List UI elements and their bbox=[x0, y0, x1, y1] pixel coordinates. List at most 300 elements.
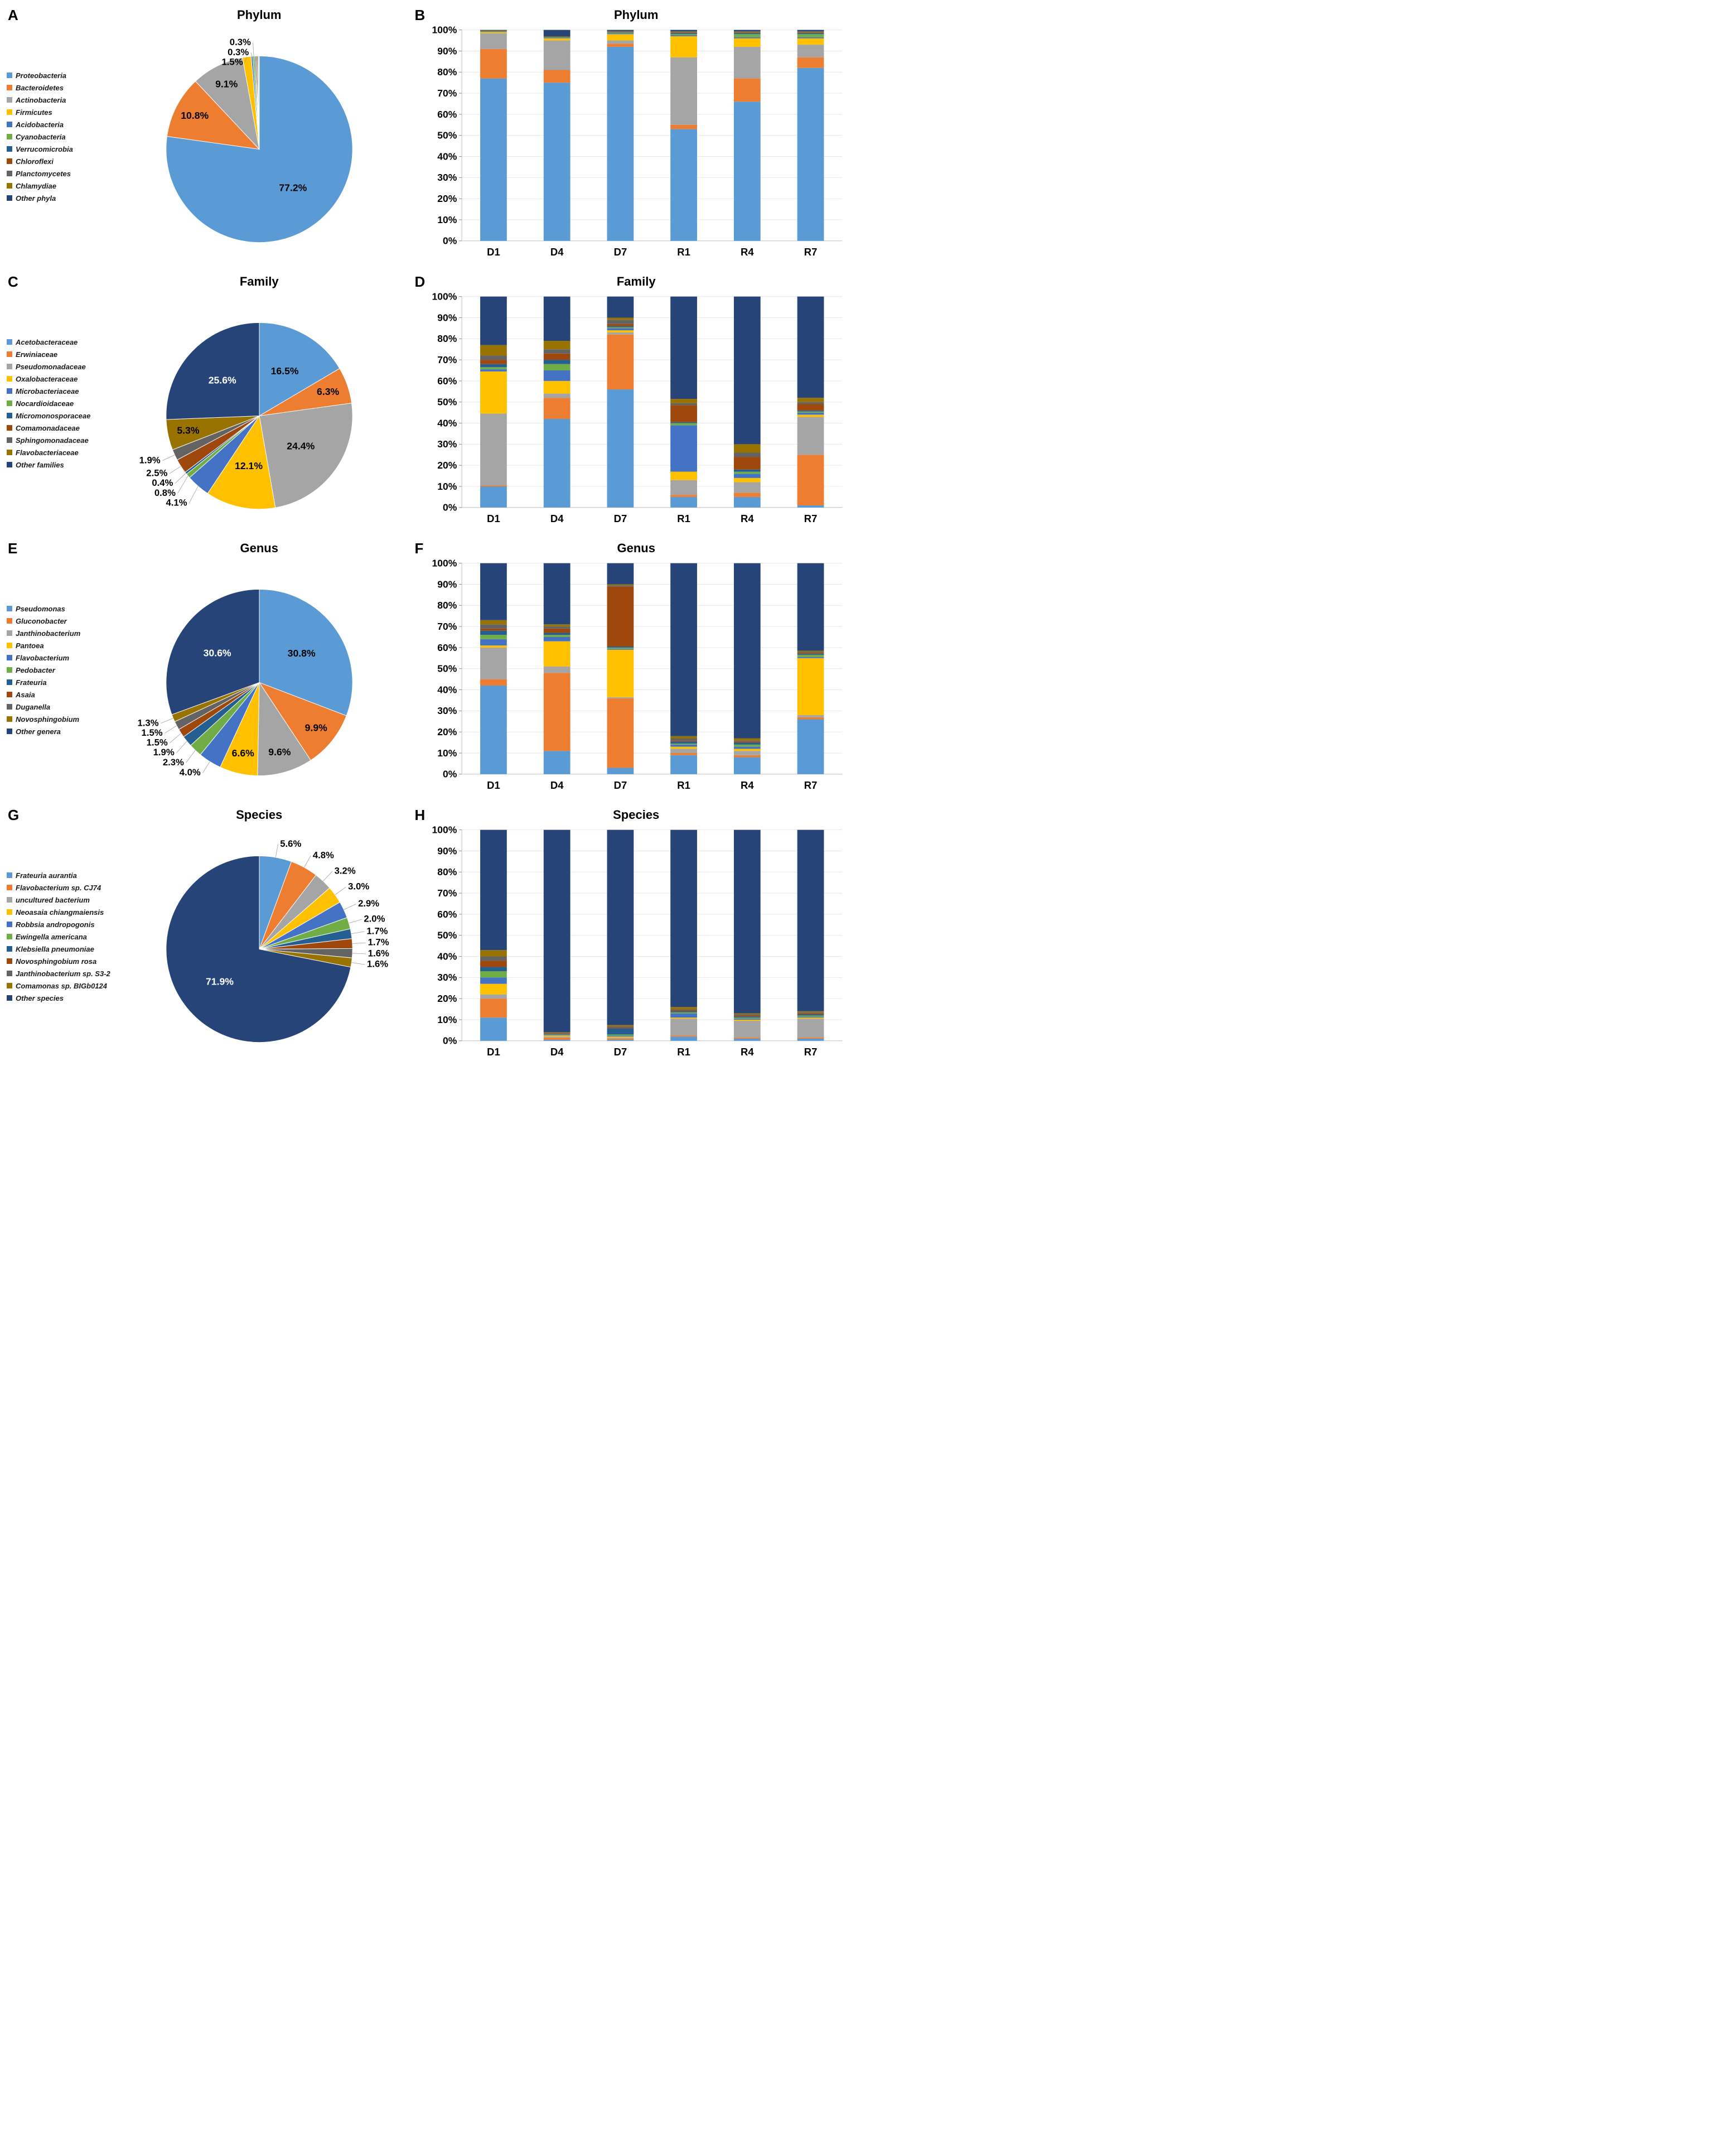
y-tick-label: 30% bbox=[437, 172, 457, 184]
legend-item bbox=[7, 994, 112, 1002]
pie-chart-genus bbox=[114, 556, 404, 799]
bar-segment bbox=[480, 950, 507, 956]
bar-segment bbox=[480, 967, 507, 971]
legend-label: Other species bbox=[16, 993, 64, 1002]
bar-segment bbox=[734, 751, 761, 755]
bar-segment bbox=[734, 47, 761, 79]
legend-swatch bbox=[7, 946, 12, 952]
legend-item bbox=[7, 945, 112, 953]
legend-swatch bbox=[7, 195, 12, 201]
pie-slice bbox=[259, 403, 352, 508]
pie-svg-phylum bbox=[114, 22, 404, 266]
legend-label: Acetobacteraceae bbox=[16, 337, 78, 346]
bar-segment bbox=[670, 403, 697, 406]
legend-swatch bbox=[7, 922, 12, 927]
legend-swatch bbox=[7, 134, 12, 139]
y-tick-label: 100% bbox=[432, 824, 457, 836]
legend-item bbox=[7, 133, 112, 141]
pie-label: 0.3% bbox=[227, 46, 249, 57]
bar-segment bbox=[607, 1026, 634, 1027]
bar-segment bbox=[480, 830, 507, 951]
legend-item bbox=[7, 933, 112, 941]
bar-segment bbox=[670, 755, 697, 774]
bar-segment bbox=[734, 457, 761, 470]
pie-title-phylum: Phylum bbox=[236, 8, 282, 22]
legend-swatch bbox=[7, 983, 12, 988]
x-category-label: R4 bbox=[740, 246, 754, 258]
pie-label: 6.6% bbox=[231, 747, 254, 759]
pie-title-genus: Genus bbox=[240, 541, 278, 555]
legend-swatch bbox=[7, 872, 12, 878]
panel-g bbox=[0, 803, 407, 1070]
bar-segment bbox=[607, 326, 634, 327]
pie-chart-phylum bbox=[114, 22, 404, 266]
bar-segment bbox=[670, 405, 697, 422]
bar-segment bbox=[734, 297, 761, 445]
bar-segment bbox=[734, 38, 761, 47]
bar-segment bbox=[607, 31, 634, 32]
pie-label: 10.8% bbox=[180, 110, 209, 122]
x-category-label: D4 bbox=[550, 779, 564, 792]
bar-segment bbox=[480, 624, 507, 629]
legend-item bbox=[7, 715, 112, 724]
legend-label: Nocardioidaceae bbox=[16, 399, 74, 408]
legend-swatch bbox=[7, 339, 12, 345]
legend-item bbox=[7, 350, 112, 359]
bar-segment bbox=[607, 1028, 634, 1034]
bar-segment bbox=[480, 367, 507, 369]
pie-label: 2.0% bbox=[364, 913, 385, 924]
bar-segment bbox=[734, 474, 761, 478]
bar-segment bbox=[544, 41, 570, 70]
bar-segment bbox=[734, 1019, 761, 1020]
bar-segment bbox=[607, 30, 634, 31]
x-category-label: R1 bbox=[676, 513, 690, 525]
bar-segment bbox=[670, 1011, 697, 1012]
pie-label-leader bbox=[189, 486, 198, 503]
y-tick-label: 60% bbox=[437, 908, 457, 920]
legend-label: Erwiniaceae bbox=[16, 350, 58, 359]
y-tick-label: 100% bbox=[432, 24, 457, 36]
bar-segment bbox=[544, 633, 570, 635]
legend-item bbox=[7, 120, 112, 129]
bar-segment bbox=[544, 83, 570, 241]
bar-segment bbox=[480, 364, 507, 368]
legend-item bbox=[7, 970, 112, 978]
y-tick-label: 30% bbox=[437, 705, 457, 717]
bar-title-family: Family bbox=[616, 274, 656, 288]
bar-segment bbox=[607, 1027, 634, 1028]
legend-item bbox=[7, 617, 112, 625]
bar-segment bbox=[670, 1014, 697, 1018]
legend-swatch bbox=[7, 351, 12, 357]
legend-swatch bbox=[7, 364, 12, 369]
y-tick-label: 30% bbox=[437, 972, 457, 983]
legend-item bbox=[7, 145, 112, 153]
legend-item bbox=[7, 629, 112, 638]
bar-segment bbox=[607, 1038, 634, 1039]
legend-label: Actinobacteria bbox=[16, 95, 66, 104]
bar-segment bbox=[480, 971, 507, 977]
bar-segment bbox=[670, 31, 697, 32]
bar-segment bbox=[797, 34, 824, 37]
bar-segment bbox=[670, 399, 697, 403]
bar-segment bbox=[544, 667, 570, 673]
bar-segment bbox=[480, 30, 507, 31]
figure-row-species bbox=[0, 803, 866, 1070]
bar-segment bbox=[797, 563, 824, 651]
legend-swatch bbox=[7, 437, 12, 443]
bar-segment bbox=[670, 753, 697, 755]
bar-svg-genus bbox=[422, 556, 851, 796]
bar-segment bbox=[797, 1016, 824, 1017]
legend-item bbox=[7, 654, 112, 662]
x-category-label: R1 bbox=[676, 779, 690, 792]
y-tick-label: 20% bbox=[437, 193, 457, 205]
legend-swatch bbox=[7, 679, 12, 685]
pie-label: 3.0% bbox=[347, 881, 369, 892]
legend-swatch bbox=[7, 692, 12, 697]
bar-segment bbox=[734, 32, 761, 33]
y-tick-label: 30% bbox=[437, 438, 457, 450]
legend-swatch bbox=[7, 934, 12, 939]
legend-item bbox=[7, 157, 112, 166]
bar-segment bbox=[480, 648, 507, 679]
legend-item bbox=[7, 896, 112, 904]
legend-swatch bbox=[7, 376, 12, 382]
pie-label: 1.5% bbox=[146, 737, 168, 748]
bar-segment bbox=[480, 686, 507, 774]
legend-item bbox=[7, 387, 112, 395]
y-tick-label: 100% bbox=[432, 557, 457, 569]
legend-swatch bbox=[7, 897, 12, 903]
pie-chartbox-phylum bbox=[112, 3, 407, 270]
bar-segment bbox=[544, 341, 570, 349]
pie-label: 12.1% bbox=[234, 460, 263, 472]
bar-segment bbox=[670, 36, 697, 57]
bar-segment bbox=[734, 742, 761, 745]
pie-label-leader bbox=[349, 919, 361, 923]
legend-item bbox=[7, 194, 112, 202]
pie-label: 1.6% bbox=[366, 958, 388, 970]
bar-segment bbox=[734, 470, 761, 472]
legend-swatch bbox=[7, 885, 12, 890]
pie-label: 9.6% bbox=[268, 746, 291, 758]
pie-label: 71.9% bbox=[205, 976, 234, 987]
bar-segment bbox=[797, 37, 824, 38]
bar-segment bbox=[797, 651, 824, 652]
bar-segment bbox=[480, 957, 507, 961]
bar-segment bbox=[734, 755, 761, 758]
bar-segment bbox=[480, 345, 507, 356]
legend-swatch bbox=[7, 729, 12, 734]
panel-letter-f: F bbox=[414, 540, 424, 557]
bar-segment bbox=[797, 505, 824, 508]
legend-item bbox=[7, 182, 112, 190]
pie-label-leader bbox=[323, 871, 332, 881]
legend-swatch bbox=[7, 388, 12, 394]
pie-svg-genus bbox=[114, 556, 404, 799]
bar-segment bbox=[607, 1025, 634, 1026]
bar-segment bbox=[544, 1036, 570, 1038]
legend-item bbox=[7, 71, 112, 80]
legend-label: Pantoea bbox=[16, 641, 44, 650]
figure-row-genus bbox=[0, 537, 866, 803]
legend-item bbox=[7, 605, 112, 613]
y-tick-label: 80% bbox=[437, 600, 457, 611]
bar-segment bbox=[797, 30, 824, 32]
pie-label: 9.1% bbox=[215, 78, 238, 90]
bar-segment bbox=[607, 328, 634, 330]
pie-label: 1.7% bbox=[366, 925, 388, 937]
bar-segment bbox=[797, 1015, 824, 1016]
legend-swatch bbox=[7, 413, 12, 418]
bar-segment bbox=[607, 34, 634, 40]
bar-segment bbox=[544, 1035, 570, 1036]
legend-item bbox=[7, 399, 112, 408]
bar-segment bbox=[544, 1034, 570, 1035]
legend-item bbox=[7, 375, 112, 383]
legend-label: Firmicutes bbox=[16, 108, 52, 117]
bar-segment bbox=[480, 984, 507, 995]
bar-segment bbox=[480, 372, 507, 414]
bar-segment bbox=[734, 758, 761, 774]
bar-segment bbox=[544, 637, 570, 642]
bar-segment bbox=[607, 1034, 634, 1035]
y-tick-label: 0% bbox=[442, 235, 457, 247]
legend-label: Chlamydiae bbox=[16, 181, 56, 190]
bar-segment bbox=[734, 749, 761, 751]
bar-segment bbox=[480, 679, 507, 686]
bar-segment bbox=[607, 698, 634, 768]
legend-swatch bbox=[7, 401, 12, 406]
bar-segment bbox=[734, 37, 761, 38]
bar-segment bbox=[607, 32, 634, 33]
bar-segment bbox=[607, 47, 634, 241]
pie-label-leader bbox=[186, 750, 195, 763]
bar-segment bbox=[607, 768, 634, 774]
y-tick-label: 70% bbox=[437, 87, 457, 99]
bar-segment bbox=[797, 1039, 824, 1041]
bar-segment bbox=[797, 398, 824, 402]
legend-item bbox=[7, 363, 112, 371]
bar-segment bbox=[670, 745, 697, 747]
bar-segment bbox=[734, 79, 761, 102]
y-tick-label: 40% bbox=[437, 151, 457, 162]
legend-swatch bbox=[7, 183, 12, 189]
bar-segment bbox=[670, 32, 697, 33]
bar-segment bbox=[734, 30, 761, 32]
panel-a bbox=[0, 3, 407, 270]
bar-segment bbox=[670, 1019, 697, 1035]
legend-swatch bbox=[7, 85, 12, 90]
bar-segment bbox=[734, 34, 761, 37]
pie-label-leader bbox=[351, 932, 365, 934]
legend-label: Novosphingobium bbox=[16, 715, 80, 724]
bar-segment bbox=[544, 36, 570, 37]
bar-segment bbox=[670, 1036, 697, 1041]
bar-segment bbox=[480, 414, 507, 486]
x-category-label: R4 bbox=[740, 1046, 754, 1058]
pie-chart-species bbox=[114, 822, 404, 1065]
x-category-label: D7 bbox=[613, 1046, 627, 1058]
bar-segment bbox=[797, 455, 824, 505]
bar-segment bbox=[734, 1017, 761, 1019]
bar-segment bbox=[797, 404, 824, 411]
legend-label: Flavobacterium bbox=[16, 653, 70, 662]
legend-label: Microbacteriaceae bbox=[16, 387, 79, 395]
bar-segment bbox=[607, 332, 634, 335]
bar-segment bbox=[670, 1009, 697, 1010]
bar-segment bbox=[670, 472, 697, 480]
bar-segment bbox=[607, 317, 634, 320]
bar-segment bbox=[734, 482, 761, 493]
bar-segment bbox=[544, 297, 570, 341]
bar-segment bbox=[797, 45, 824, 57]
legend-swatch bbox=[7, 171, 12, 176]
bar-segment bbox=[607, 585, 634, 586]
legend-genus bbox=[7, 605, 112, 736]
bar-segment bbox=[734, 1016, 761, 1017]
legend-label: Chloroflexi bbox=[16, 157, 54, 166]
bar-segment bbox=[607, 41, 634, 44]
pie-title-family: Family bbox=[239, 274, 279, 288]
legend-item bbox=[7, 957, 112, 966]
bar-segment bbox=[544, 563, 570, 625]
bar-segment bbox=[670, 34, 697, 35]
bar-chart-family bbox=[407, 289, 866, 529]
x-category-label: R7 bbox=[804, 513, 818, 525]
bar-segment bbox=[797, 33, 824, 34]
bar-segment bbox=[670, 1010, 697, 1011]
bar-segment bbox=[544, 1038, 570, 1040]
y-tick-label: 80% bbox=[437, 866, 457, 878]
legend-item bbox=[7, 908, 112, 917]
bar-segment bbox=[544, 30, 570, 36]
legend-swatch bbox=[7, 606, 12, 611]
bar-segment bbox=[670, 480, 697, 495]
legend-label: Klebsiella pneumoniae bbox=[16, 944, 94, 953]
bar-segment bbox=[797, 830, 824, 1011]
pie-label-leader bbox=[275, 844, 278, 857]
bar-segment bbox=[670, 744, 697, 745]
pie-label: 6.3% bbox=[316, 386, 339, 398]
y-tick-label: 90% bbox=[437, 578, 457, 590]
x-category-label: R7 bbox=[804, 779, 818, 792]
legend-swatch bbox=[7, 158, 12, 164]
bar-segment bbox=[797, 411, 824, 412]
x-category-label: R7 bbox=[804, 1046, 818, 1058]
y-tick-label: 0% bbox=[442, 768, 457, 780]
bar-segment bbox=[734, 830, 761, 1014]
bar-segment bbox=[734, 1015, 761, 1016]
panel-letter-g: G bbox=[8, 807, 20, 823]
bar-segment bbox=[670, 495, 697, 497]
legend-swatch bbox=[7, 958, 12, 964]
bar-chart-species bbox=[407, 822, 866, 1063]
bar-segment bbox=[544, 1034, 570, 1035]
bar-segment bbox=[480, 645, 507, 648]
legend-item bbox=[7, 884, 112, 892]
legend-item bbox=[7, 703, 112, 711]
bar-segment bbox=[670, 129, 697, 240]
bar-segment bbox=[734, 747, 761, 749]
bar-segment bbox=[544, 642, 570, 667]
bar-segment bbox=[670, 749, 697, 753]
legend-label: Ewingella americana bbox=[16, 932, 87, 941]
y-tick-label: 10% bbox=[437, 747, 457, 759]
bar-segment bbox=[670, 57, 697, 125]
y-tick-label: 40% bbox=[437, 417, 457, 429]
legend-item bbox=[7, 691, 112, 699]
legend-label: Pedobacter bbox=[16, 665, 55, 674]
legend-swatch bbox=[7, 995, 12, 1001]
y-tick-label: 90% bbox=[437, 312, 457, 324]
y-tick-label: 90% bbox=[437, 845, 457, 857]
bar-segment bbox=[544, 381, 570, 394]
bar-segment bbox=[797, 658, 824, 715]
panel-h bbox=[407, 803, 866, 1070]
x-category-label: R1 bbox=[676, 246, 690, 258]
bar-segment bbox=[734, 741, 761, 742]
bar-segment bbox=[734, 452, 761, 457]
bar-segment bbox=[734, 33, 761, 34]
bar-segment bbox=[797, 417, 824, 455]
bar-segment bbox=[797, 1012, 824, 1014]
bar-segment bbox=[544, 419, 570, 508]
pie-chartbox-genus bbox=[112, 537, 407, 803]
legend-label: Comamonas sp. BIGb0124 bbox=[16, 981, 107, 990]
bar-segment bbox=[544, 629, 570, 633]
legend-label: Pseudomonas bbox=[16, 604, 65, 613]
legend-label: Pseudomonadaceae bbox=[16, 362, 86, 371]
legend-label: Neoasaia chiangmaiensis bbox=[16, 908, 104, 917]
panel-f bbox=[407, 537, 866, 803]
bar-segment bbox=[607, 320, 634, 324]
x-category-label: D1 bbox=[486, 1046, 500, 1058]
bar-segment bbox=[797, 657, 824, 658]
legend-label: Asaia bbox=[16, 690, 35, 699]
bar-segment bbox=[480, 360, 507, 364]
legend-label: Comamonadaceae bbox=[16, 423, 80, 432]
pie-label-leader bbox=[177, 476, 187, 493]
pie-title-species: Species bbox=[236, 808, 283, 822]
legend-phylum bbox=[7, 71, 112, 202]
bar-segment bbox=[797, 38, 824, 45]
legend-label: Robbsia andropogonis bbox=[16, 920, 95, 929]
panel-d bbox=[407, 270, 866, 537]
bar-segment bbox=[797, 1015, 824, 1016]
x-category-label: D1 bbox=[486, 513, 500, 525]
panel-c bbox=[0, 270, 407, 537]
bar-segment bbox=[480, 639, 507, 645]
bar-segment bbox=[480, 1017, 507, 1041]
bar-segment bbox=[480, 369, 507, 372]
bar-segment bbox=[670, 740, 697, 741]
scientific-figure bbox=[0, 0, 866, 1072]
bar-segment bbox=[607, 830, 634, 1025]
bar-segment bbox=[480, 79, 507, 241]
legend-swatch bbox=[7, 97, 12, 103]
legend-item bbox=[7, 338, 112, 346]
bar-segment bbox=[734, 102, 761, 241]
legend-item bbox=[7, 108, 112, 117]
y-tick-label: 40% bbox=[437, 951, 457, 962]
bar-segment bbox=[544, 364, 570, 370]
x-category-label: D4 bbox=[550, 246, 564, 258]
panel-letter-d: D bbox=[414, 273, 426, 290]
y-tick-label: 20% bbox=[437, 726, 457, 738]
